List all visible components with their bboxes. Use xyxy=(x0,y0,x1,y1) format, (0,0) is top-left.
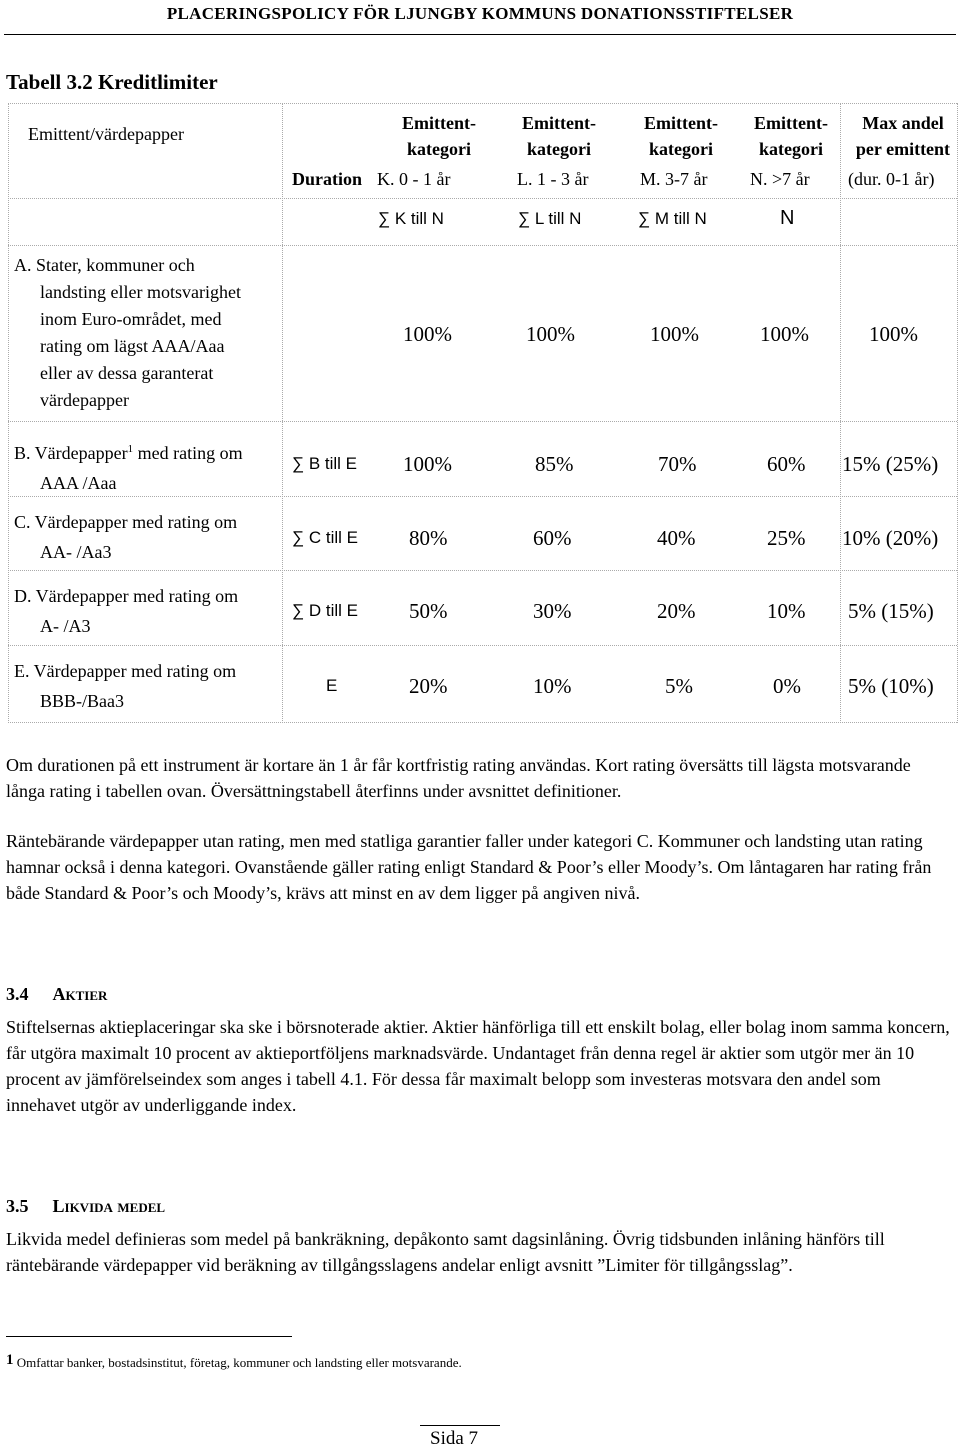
row-e-value: 20% xyxy=(409,674,448,698)
row-d-value: 5% (15%) xyxy=(848,599,934,623)
row-d-label: D. Värdepapper med rating om A- /A3 xyxy=(14,586,239,636)
row-c-value: 10% (20%) xyxy=(842,526,939,550)
paragraph-unrated: Räntebärande värdepapper utan rating, men med statliga garantier faller under kategori C. Kommuner och landsting utan rating hamnar också i denna kategori. Ovanstående gäller rating enligt Standard & Poor’s eller Moody’s. Om låntagaren har rating från både Standard & Poor’s och Moody’s, krävs att minst en av dem ligger på angiven nivå. xyxy=(6,831,932,903)
row-c-value: 80% xyxy=(409,526,448,550)
grid-line xyxy=(8,421,957,422)
row-b-value: 85% xyxy=(535,452,574,476)
footnote xyxy=(6,1352,462,1371)
row-a-value: 100% xyxy=(869,322,918,346)
row-b-value: 100% xyxy=(403,452,452,476)
row-e-value: 5% xyxy=(665,674,693,698)
grid-line xyxy=(8,103,9,723)
page-header: PLACERINGSPOLICY FÖR LJUNGBY KOMMUNS DONATIONSSTIFTELSER xyxy=(166,4,794,23)
row-e-value: 10% xyxy=(533,674,572,698)
column-header: Emittent- kategori xyxy=(402,113,476,159)
page-number-rule xyxy=(420,1425,500,1426)
row-d-category: ∑ D till E xyxy=(292,601,358,620)
duration-l: L. 1 - 3 år xyxy=(517,169,589,189)
row-a-value: 100% xyxy=(526,322,575,346)
paragraph-duration: Om durationen på ett instrument är kortare än 1 år får kortfristig rating användas. Kort rating översätts till lägsta motsvarande långa rating i tabellen ovan. Översättningstabell återfinns under avsnittet definitioner. xyxy=(6,755,911,801)
duration-max: (dur. 0-1 år) xyxy=(848,169,935,189)
grid-line xyxy=(8,645,957,646)
row-d-value: 30% xyxy=(533,599,572,623)
row-e-category: E xyxy=(326,676,338,695)
corner-header: Emittent/värdepapper xyxy=(28,124,184,144)
row-a-value: 100% xyxy=(650,322,699,346)
row-c-value: 60% xyxy=(533,526,572,550)
sum-m-to-n: ∑ M till N xyxy=(638,209,707,228)
sum-n: N xyxy=(780,207,795,229)
row-b-value: 60% xyxy=(767,452,806,476)
section-heading-aktier: 3.4 Aktier xyxy=(6,984,108,1004)
column-header: Emittent- kategori xyxy=(754,113,828,159)
footnote-ref: 1 xyxy=(127,443,134,455)
row-b-value: 15% (25%) xyxy=(842,452,939,476)
duration-m: M. 3-7 år xyxy=(640,169,708,189)
grid-line xyxy=(8,722,957,723)
header-rule xyxy=(4,34,956,35)
grid-line xyxy=(282,103,283,723)
grid-line xyxy=(8,198,957,199)
max-share-header: Max andel per emittent xyxy=(855,113,951,159)
duration-k: K. 0 - 1 år xyxy=(377,169,451,189)
grid-line xyxy=(957,103,958,723)
duration-label: Duration xyxy=(292,169,363,189)
row-d-value: 50% xyxy=(409,599,448,623)
row-c-label: C. Värdepapper med rating om AA- /Aa3 xyxy=(14,512,238,562)
grid-line xyxy=(8,245,957,246)
duration-n: N. >7 år xyxy=(750,169,810,189)
section-heading-likvida-medel: 3.5 Likvida medel xyxy=(6,1196,166,1216)
row-a-label: A. Stater, kommuner och landsting eller motsvarighet inom Euro-området, med rating om lägst AAA/Aaa eller av dessa garanterat värdepapper xyxy=(14,255,241,410)
row-b-category: ∑ B till E xyxy=(292,454,358,473)
row-e-value: 0% xyxy=(773,674,801,698)
grid-line xyxy=(8,103,957,104)
row-b-label: B. Värdepapper$^1$ med rating om AAA /Aaa xyxy=(14,443,243,493)
page-number: Sida 7 xyxy=(430,1428,479,1449)
row-d-value: 20% xyxy=(657,599,696,623)
paragraph-likvida-medel: Likvida medel definieras som medel på bankräkning, depåkonto samt dagsinlåning. Övrig tidsbunden inlåning hänförs till räntebärande värdepapper vid beräkning av tillgångsslagens andelar enligt avsnitt ”Limiter för tillgångsslag”. xyxy=(6,1229,885,1275)
paragraph-aktier: Stiftelsernas aktieplaceringar ska ske i börsnoterade aktier. Aktier hänförliga till ett enskilt bolag, eller bolag inom samma koncern, får utgöra maximalt 10 procent av aktieportföljens marknadsvärde. Undantaget från denna regel är aktier som utgör mer än 10 procent av jämförelseindex som anges i tabell 4.1. För dessa får maximalt belopp som investeras motsvara den andel som innehavet utgör av underliggande index. xyxy=(6,1017,950,1115)
row-d-value: 10% xyxy=(767,599,806,623)
column-header: Emittent- kategori xyxy=(644,113,718,159)
row-a-value: 100% xyxy=(403,322,452,346)
row-c-value: 25% xyxy=(767,526,806,550)
footnote-text: Omfattar banker, bostadsinstitut, företag, kommuner och landsting eller motsvarande. xyxy=(16,1355,462,1370)
footnote-number: 1 xyxy=(6,1352,14,1368)
footnote-rule xyxy=(6,1336,292,1337)
sum-l-to-n: ∑ L till N xyxy=(518,209,582,228)
sum-k-to-n: ∑ K till N xyxy=(378,209,444,228)
row-c-value: 40% xyxy=(657,526,696,550)
table-title: Tabell 3.2 Kreditlimiter xyxy=(6,70,218,94)
grid-line xyxy=(840,103,841,723)
column-header: Emittent- kategori xyxy=(522,113,596,159)
row-e-value: 5% (10%) xyxy=(848,674,934,698)
row-b-value: 70% xyxy=(658,452,697,476)
grid-line xyxy=(8,570,957,571)
row-c-category: ∑ C till E xyxy=(292,528,358,547)
row-a-value: 100% xyxy=(760,322,809,346)
row-e-label: E. Värdepapper med rating om BBB-/Baa3 xyxy=(14,661,237,711)
